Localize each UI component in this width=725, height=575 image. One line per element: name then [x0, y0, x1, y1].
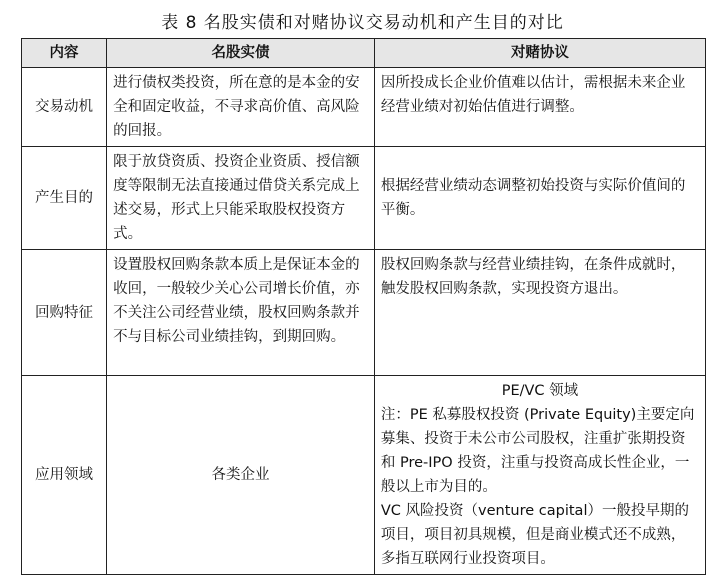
table-row	[22, 250, 706, 376]
application-heading: PE/VC 领域	[501, 383, 579, 399]
cell-mingguishizhai: 限于放贷资质、投资企业资质、授信额度等限制无法直接通过借贷关系完成上述交易，形式上只能采取股权投资方式。	[107, 147, 375, 250]
pe-note: 注：PE 私募股权投资 (Private Equity)主要定向募集、投资于未公市公司股权，注重扩张期投资和 Pre-IPO 投资，注重与投资高成长性企业，一般以上市为目的。	[380, 407, 695, 495]
table-row	[22, 147, 706, 250]
cell-duihuxieyi: 根据经营业绩动态调整初始投资与实际价值间的平衡。	[374, 147, 705, 250]
table-row	[22, 68, 706, 147]
header-duihuxieyi: 对赌协议	[374, 39, 705, 68]
cell-duihuxieyi	[374, 376, 705, 575]
cell-mingguishizhai: 各类企业	[107, 376, 375, 575]
vc-note: VC 风险投资（venture capital）一般投早期的项目，项目初具规模，但是商业模式还不成熟，多指互联网行业投资项目。	[380, 503, 689, 567]
row-label: 回购特征	[22, 250, 107, 376]
header-row	[22, 39, 706, 68]
cell-duihuxieyi: 股权回购条款与经营业绩挂钩，在条件成就时，触发股权回购条款，实现投资方退出。	[374, 250, 705, 376]
row-label: 应用领域	[22, 376, 107, 575]
table-row	[22, 376, 706, 575]
cell-mingguishizhai: 进行债权类投资，所在意的是本金的安全和固定收益，不寻求高价值、高风险的回报。	[107, 68, 375, 147]
header-content: 内容	[22, 39, 107, 68]
row-label: 产生目的	[22, 147, 107, 250]
comparison-table	[21, 38, 706, 575]
cell-mingguishizhai: 设置股权回购条款本质上是保证本金的收回，一般较少关心公司增长价值，亦不关注公司经营业绩，股权回购条款并不与目标公司业绩挂钩，到期回购。	[107, 250, 375, 376]
header-mingguishizhai: 名股实债	[107, 39, 375, 68]
cell-duihuxieyi: 因所投成长企业价值难以估计，需根据未来企业经营业绩对初始估值进行调整。	[374, 68, 705, 147]
row-label: 交易动机	[22, 68, 107, 147]
table-title: 表 8 名股实债和对赌协议交易动机和产生目的对比	[161, 13, 564, 33]
